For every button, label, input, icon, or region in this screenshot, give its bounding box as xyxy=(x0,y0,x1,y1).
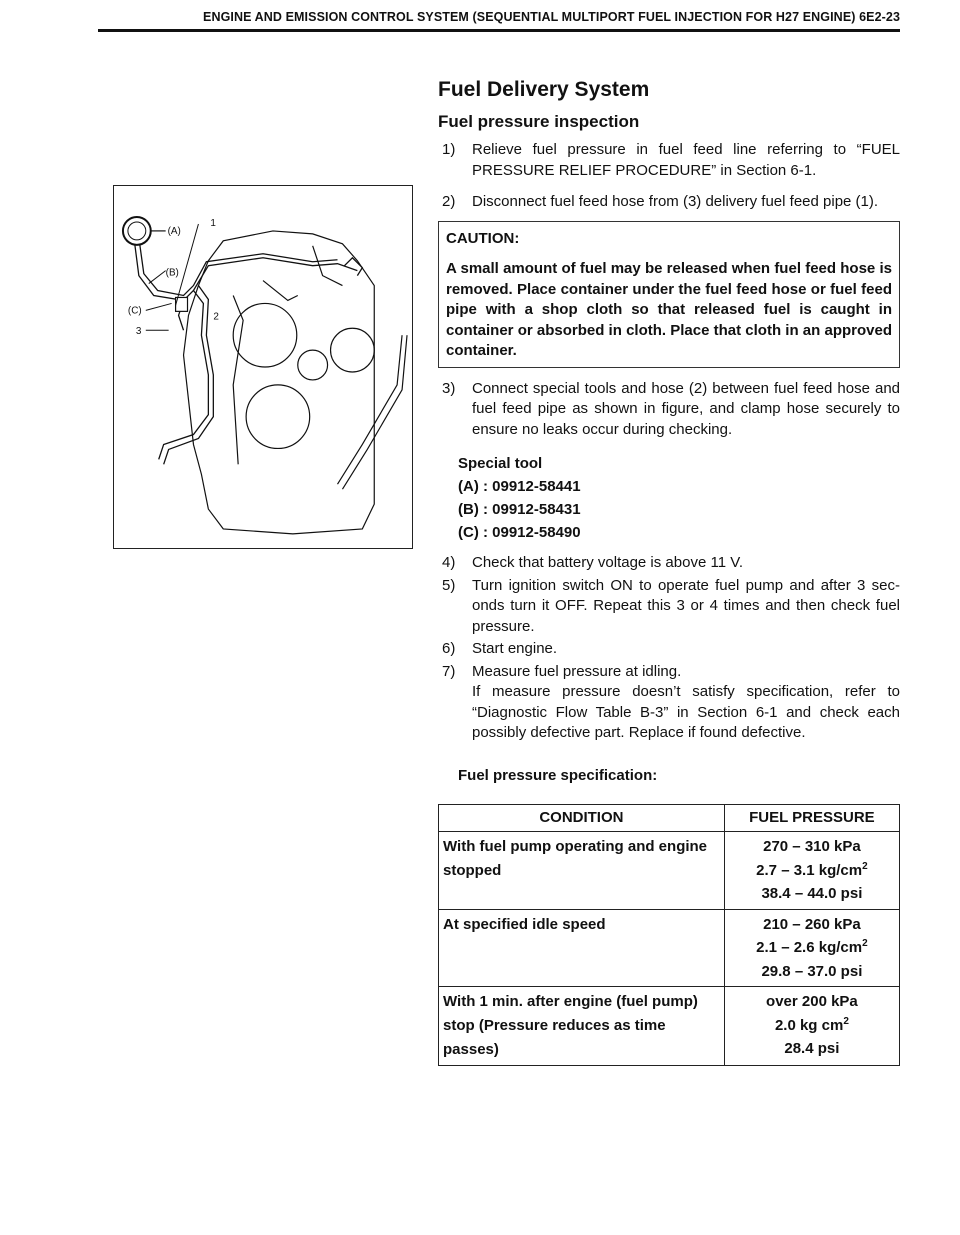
pressure-kg xyxy=(729,936,895,960)
condition-cell: At specified idle speed xyxy=(439,909,725,987)
special-tool-c: (C) : 09912-58490 xyxy=(458,524,581,541)
pressure-psi: 28.4 psi xyxy=(784,1040,840,1057)
label-b: (B) xyxy=(165,267,179,279)
table-row xyxy=(439,909,900,987)
pressure-kg-exp: 2 xyxy=(862,938,868,949)
step-text: Turn ignition switch ON to operate fuel pump and after 3 sec-onds turn it OFF. Repeat this 3 or 4 times and then check fuel pressure. xyxy=(472,576,900,635)
pressure-kg-value: 2.0 kg cm xyxy=(774,1016,844,1034)
step-4 xyxy=(438,553,900,574)
special-tool-title: Special tool xyxy=(458,455,543,472)
step-number: 7) xyxy=(442,662,456,680)
step-text: Disconnect fuel feed hose from (3) delivery fuel feed pipe (1). xyxy=(472,193,879,210)
table-row xyxy=(439,987,900,1066)
pressure-kpa: 210 – 260 kPa xyxy=(763,915,861,933)
caution-box xyxy=(438,221,900,368)
engine-diagram xyxy=(114,186,412,548)
pressure-kg-exp: 2 xyxy=(843,1015,849,1027)
caution-text: A small amount of fuel may be released when fuel feed hose is removed. Place container under the fuel feed hose or fuel feed pipe with a shop cloth so that released fuel is caught in container or absorbed in cloth. Place that cloth in an approved container. xyxy=(446,260,892,359)
pressure-kg-exp: 2 xyxy=(862,860,868,872)
step-number: 2) xyxy=(442,193,456,210)
step-2 xyxy=(438,192,900,213)
label-2: 2 xyxy=(213,311,219,323)
table-row xyxy=(439,832,900,910)
condition-cell: With 1 min. after engine (fuel pump) stop (Pressure reduces as time passes) xyxy=(439,987,725,1066)
header-condition: CONDITION xyxy=(439,805,725,832)
pressure-cell xyxy=(724,909,899,987)
step-3 xyxy=(438,379,900,441)
section-title: Fuel Delivery System xyxy=(438,78,650,101)
caution-title: CAUTION: xyxy=(446,229,520,247)
special-tool-a: (A) : 09912-58441 xyxy=(458,478,581,495)
pressure-kg xyxy=(729,859,895,883)
step-text: Start engine. xyxy=(472,640,558,657)
pressure-kpa: over 200 kPa xyxy=(766,993,858,1010)
special-tool xyxy=(438,452,900,544)
condition-cell: With fuel pump operating and engine stopped xyxy=(439,832,725,910)
step-number: 6) xyxy=(442,640,456,657)
step-number: 4) xyxy=(442,554,456,571)
pressure-kg-value: 2.7 – 3.1 kg/cm xyxy=(756,861,863,879)
step-6 xyxy=(438,639,900,660)
step-number: 1) xyxy=(442,141,456,158)
main-content xyxy=(438,76,900,1066)
pressure-psi: 29.8 – 37.0 psi xyxy=(761,962,863,980)
special-tool-b: (B) : 09912-58431 xyxy=(458,501,581,518)
step-text: Measure fuel pressure at idling. xyxy=(472,662,682,680)
step-number: 3) xyxy=(442,379,456,397)
step-7-note: If measure pressure doesn’t satisfy specification, refer to “Diagnostic Flow Table B-3” in Section 6-1 and check each possibly defective part. Replace if found defective. xyxy=(472,683,900,741)
table-header-row xyxy=(439,805,900,832)
page-header: ENGINE AND EMISSION CONTROL SYSTEM (SEQUENTIAL MULTIPORT FUEL INJECTION FOR H27 ENGINE) 6E2-23 xyxy=(203,10,900,24)
label-1: 1 xyxy=(210,217,216,229)
step-7 xyxy=(438,662,900,683)
step-5 xyxy=(438,576,900,638)
step-1 xyxy=(438,140,900,181)
header-rule xyxy=(98,29,900,32)
step-text: Connect special tools and hose (2) between fuel feed hose and fuel feed pipe as shown in figure, and clamp hose securely to ensure no leaks occur during checking. xyxy=(472,379,900,438)
step-number: 5) xyxy=(442,576,456,594)
step-text: Check that battery voltage is above 11 V. xyxy=(472,554,744,571)
step-text: Relieve fuel pressure in fuel feed line referring to “FUEL PRESSURE RELIEF PROCEDURE” in Section 6-1. xyxy=(472,141,900,179)
pressure-cell xyxy=(724,832,899,910)
pressure-kpa: 270 – 310 kPa xyxy=(763,838,861,855)
fuel-pressure-table xyxy=(438,804,900,1066)
label-c: (C) xyxy=(127,305,142,317)
pressure-kg xyxy=(729,1014,895,1038)
label-3: 3 xyxy=(135,326,142,338)
engine-figure xyxy=(113,185,413,549)
pressure-kg-value: 2.1 – 2.6 kg/cm xyxy=(756,939,863,956)
spec-title: Fuel pressure specification: xyxy=(458,766,658,784)
pressure-psi: 38.4 – 44.0 psi xyxy=(761,885,863,902)
pressure-cell xyxy=(724,987,899,1066)
label-a: (A) xyxy=(167,225,181,237)
header-fuel-pressure: FUEL PRESSURE xyxy=(724,805,899,832)
section-subtitle: Fuel pressure inspection xyxy=(438,112,640,131)
